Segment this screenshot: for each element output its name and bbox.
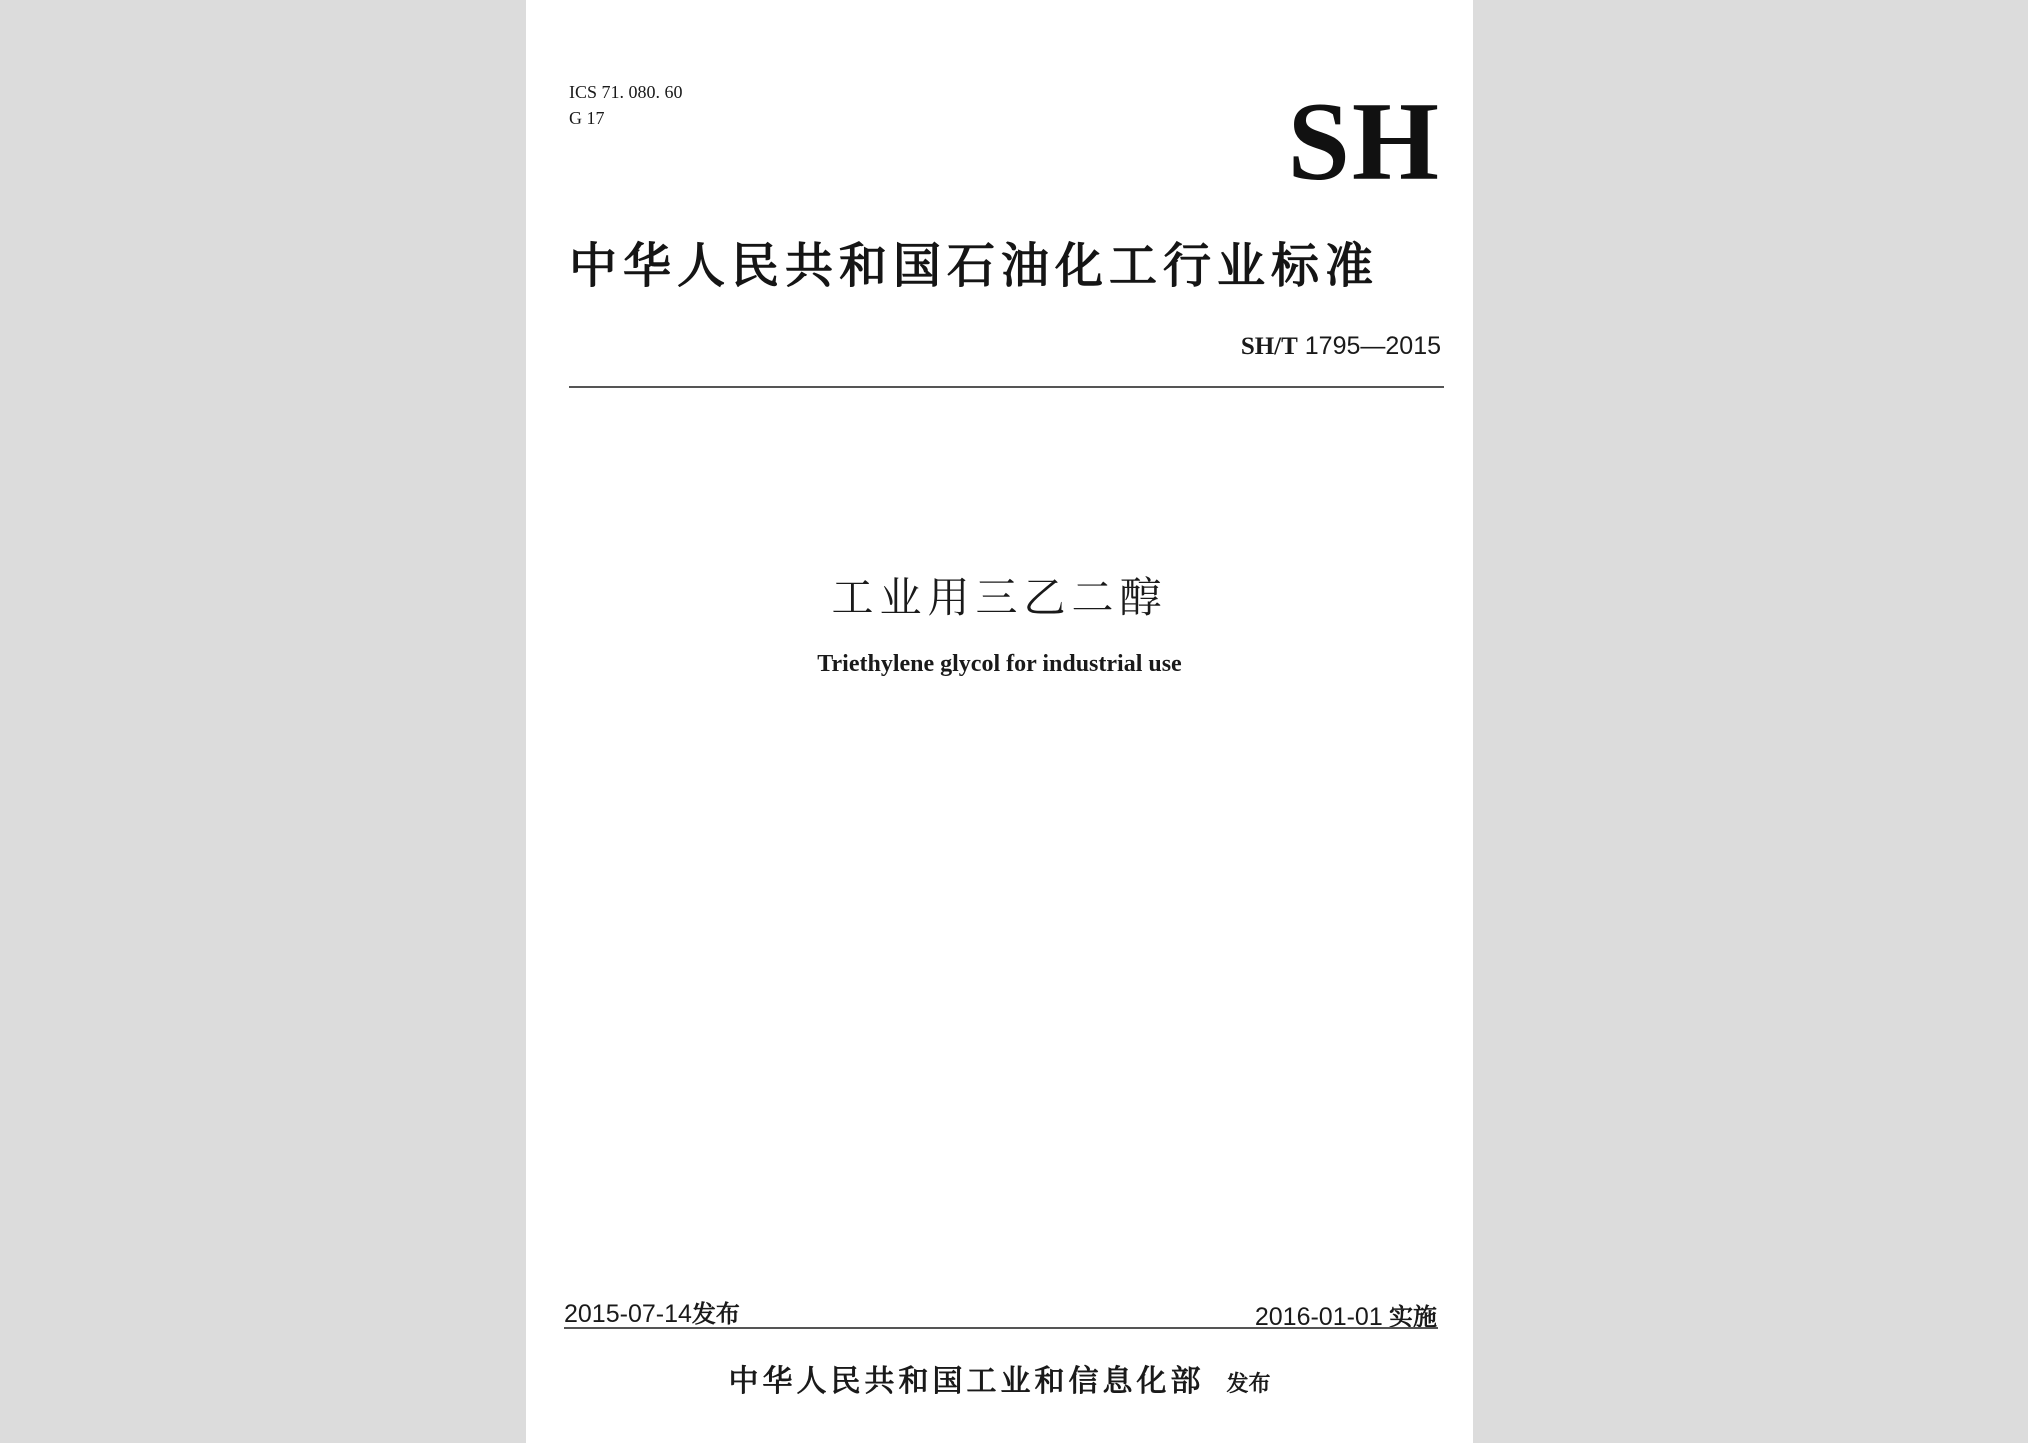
standard-name-english: Triethylene glycol for industrial use bbox=[817, 651, 1182, 677]
standard-type-title: 中华人民共和国石油化工行业标准 bbox=[569, 238, 1380, 294]
publish-date: 2015-07-14 bbox=[564, 1300, 692, 1328]
issuer-action: 发布 bbox=[1226, 1372, 1271, 1397]
ics-code: ICS 71. 080. 60 bbox=[569, 82, 683, 102]
standard-code bbox=[1241, 332, 1441, 361]
publish-date-block bbox=[564, 1294, 740, 1329]
issuer-block bbox=[526, 1356, 1473, 1400]
standard-name-chinese: 工业用三乙二醇 bbox=[831, 573, 1168, 622]
header-divider bbox=[569, 386, 1444, 388]
sh-logo: SH bbox=[1287, 80, 1441, 204]
standard-code-number: 1795—2015 bbox=[1304, 332, 1441, 360]
classification-code: G 17 bbox=[569, 108, 605, 128]
document-cover-page bbox=[526, 0, 1473, 1443]
classification-block bbox=[569, 79, 683, 131]
publish-label: 发布 bbox=[691, 1300, 740, 1328]
implement-date: 2016-01-01 bbox=[1254, 1303, 1383, 1331]
implement-label: 实施 bbox=[1389, 1303, 1437, 1331]
standard-code-prefix: SH/T bbox=[1240, 333, 1298, 360]
footer-divider bbox=[564, 1327, 1438, 1329]
issuer-name: 中华人民共和国工业和信息化部 bbox=[728, 1364, 1205, 1399]
